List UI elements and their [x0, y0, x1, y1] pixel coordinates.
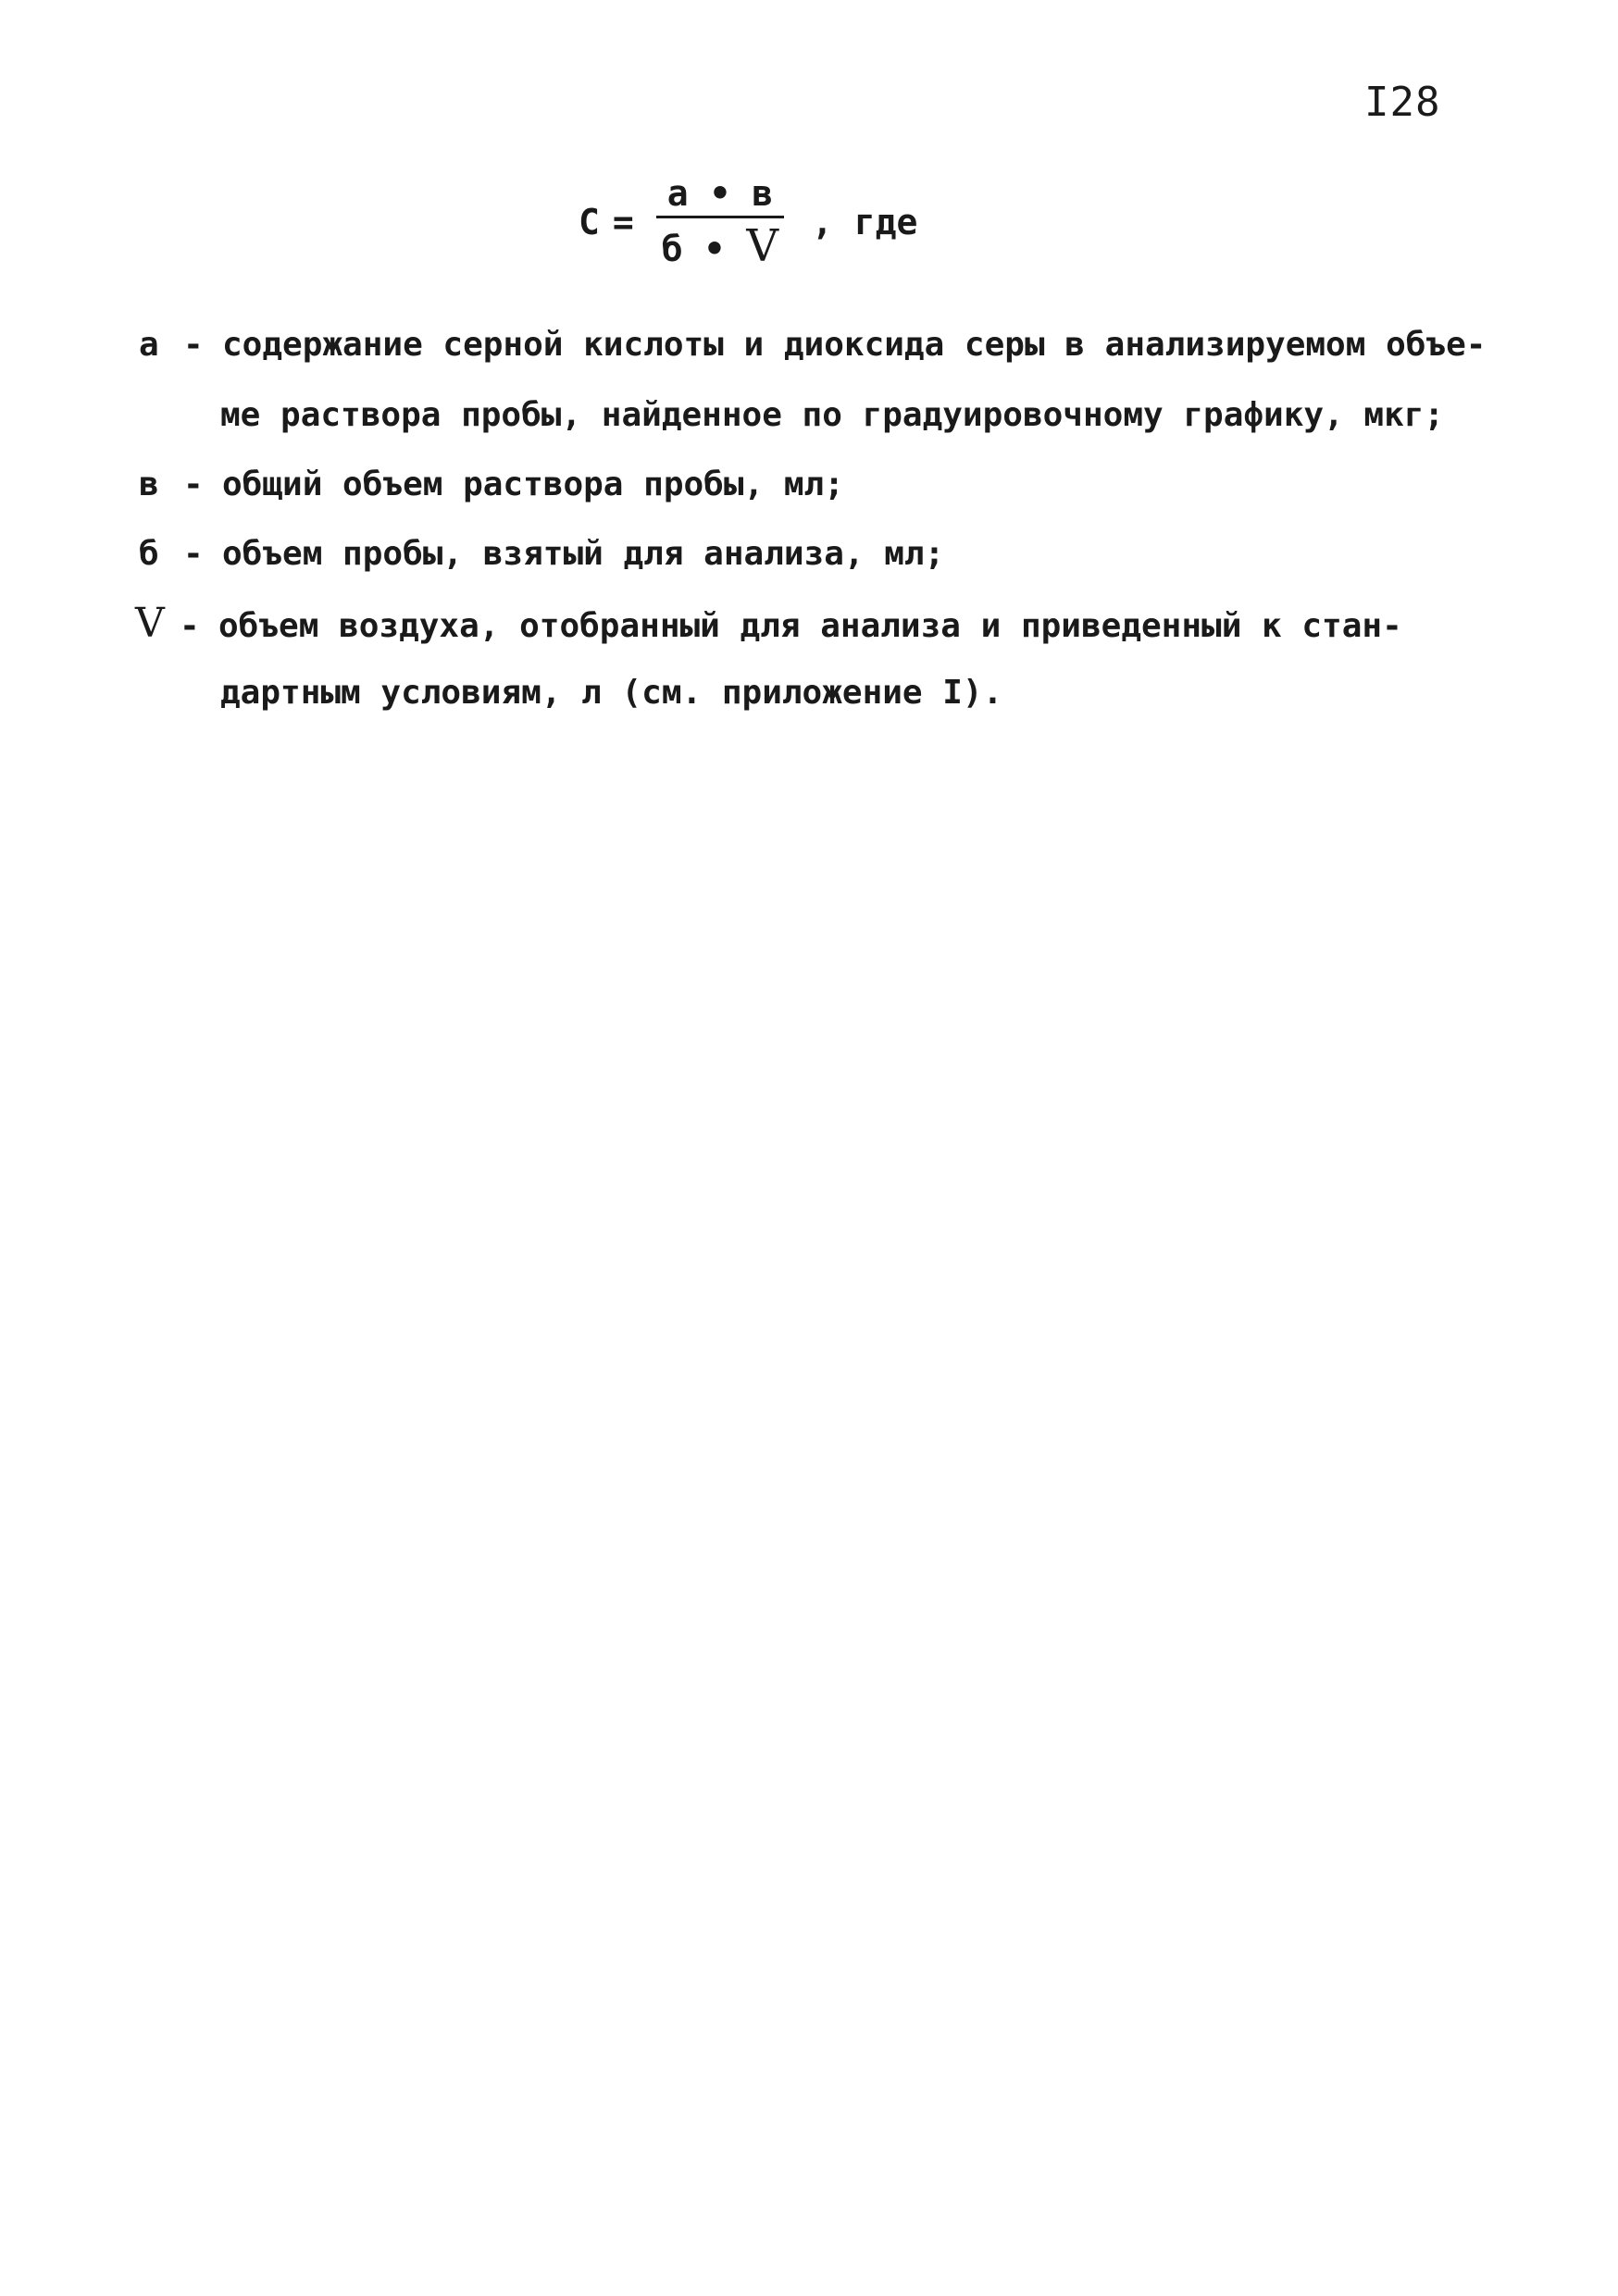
legend-item-b [139, 535, 944, 573]
legend-symbol: а [139, 326, 159, 364]
legend-item-volume-continuation: дартным условиям, л (см. приложение I). [220, 674, 1003, 712]
formula-lhs: C [579, 202, 600, 242]
legend-item-volume [135, 600, 1402, 647]
legend-symbol: в [139, 465, 159, 503]
formula-denominator [651, 218, 790, 271]
formula [579, 171, 917, 273]
legend-text: объем воздуха, отобранный для анализа и приведенный к стан- [218, 607, 1402, 645]
legend-item-v [139, 465, 844, 503]
formula-numerator: a • в [656, 173, 784, 218]
formula-denominator-prefix: б • [661, 229, 726, 269]
formula-fraction [651, 173, 790, 271]
page-number: I28 [1364, 79, 1441, 126]
legend-text: объем пробы, взятый для анализа, мл; [222, 535, 945, 573]
legend-dash: - [183, 465, 204, 503]
legend-symbol: б [139, 535, 159, 573]
legend-dash: - [183, 326, 204, 364]
legend-text: содержание серной кислоты и диоксида серы в анализируемом объе- [222, 326, 1487, 364]
legend-symbol: V [135, 600, 165, 647]
formula-where: , где [811, 202, 918, 242]
formula-equals: = [612, 202, 634, 242]
legend-dash: - [183, 535, 204, 573]
legend-item-a-continuation: ме раствора пробы, найденное по градуировочному графику, мкг; [220, 396, 1445, 434]
legend-text: общий объем раствора пробы, мл; [222, 465, 844, 503]
legend-dash: - [180, 607, 200, 645]
formula-denominator-symbol: V [746, 220, 778, 272]
legend-item-a [139, 326, 1486, 364]
